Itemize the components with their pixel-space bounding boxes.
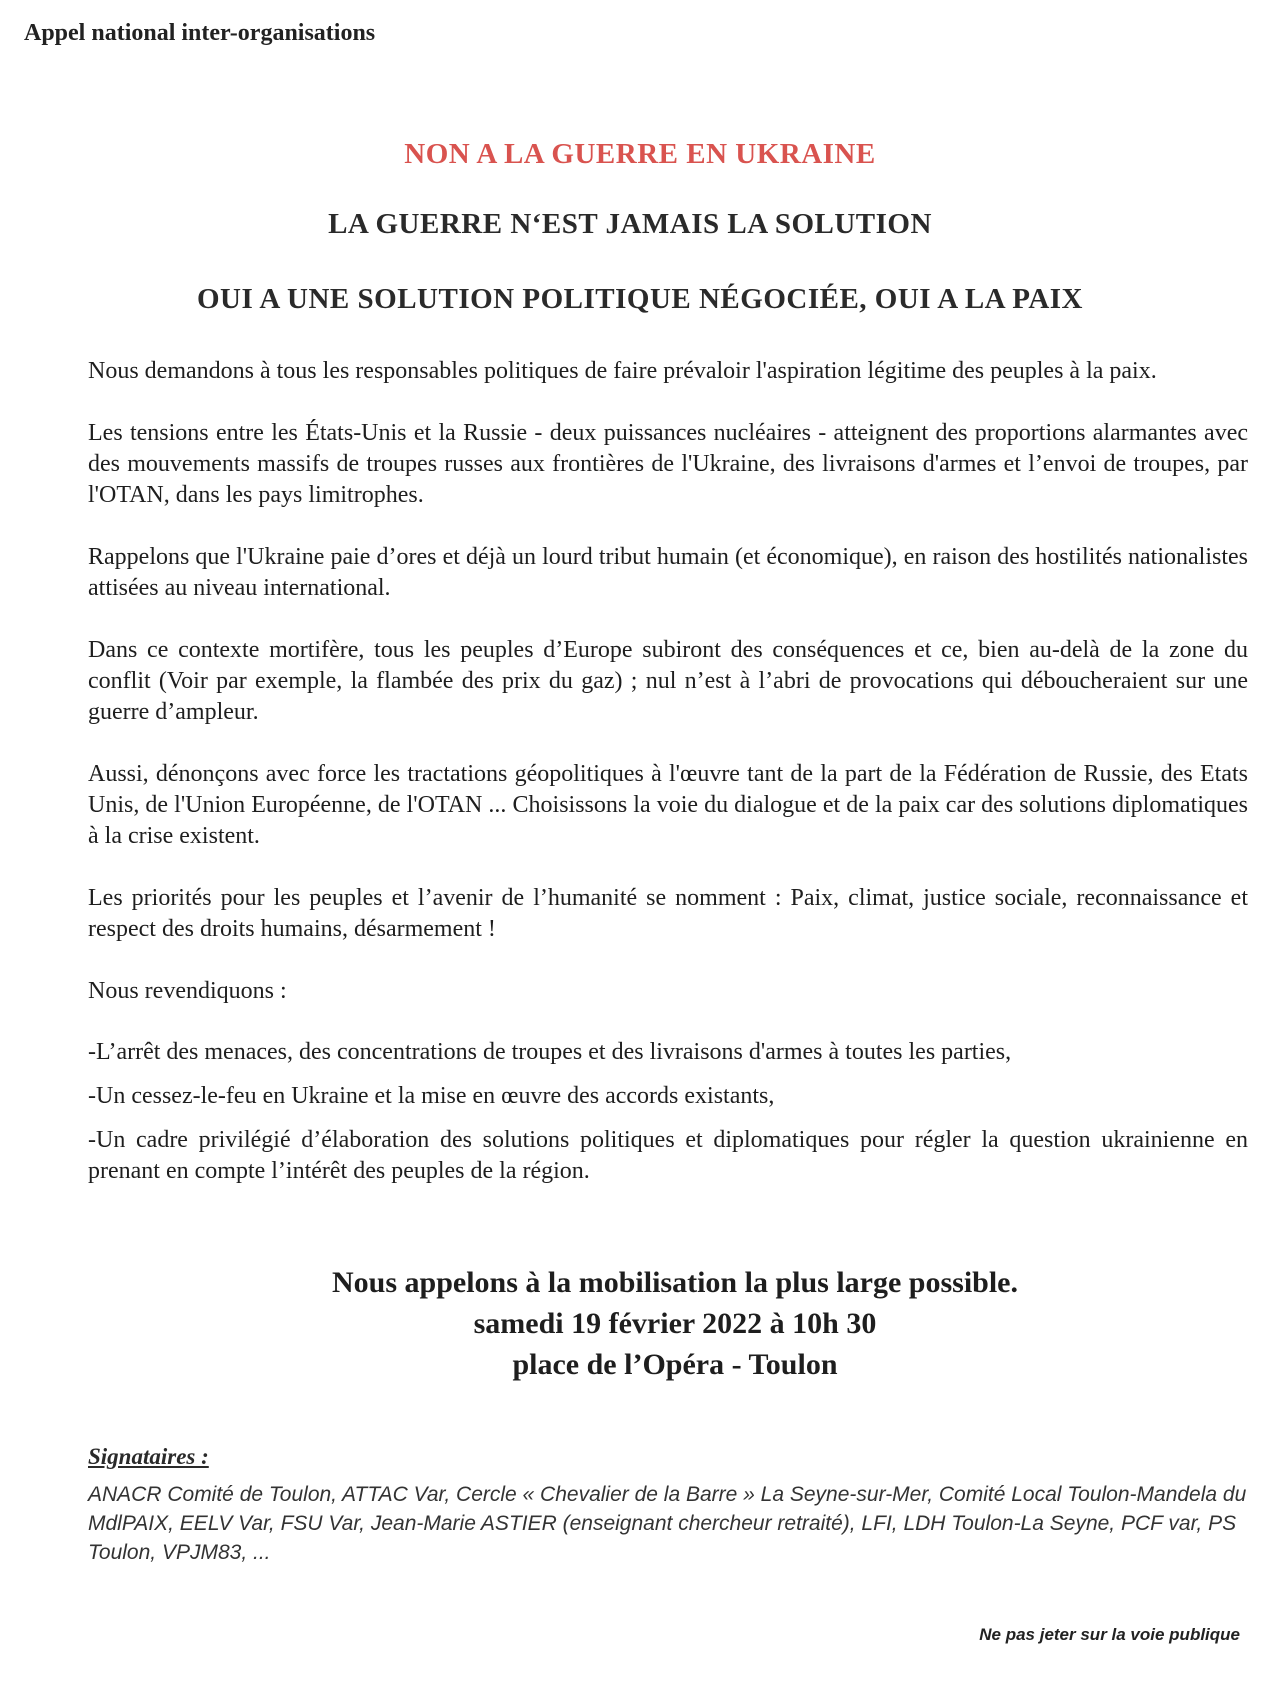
paragraph: Rappelons que l'Ukraine paie d’ores et déjà un lourd tribut humain (et économique), en raison des hostilités nationalistes attisées au niveau international. — [88, 544, 1248, 601]
body-text — [88, 356, 1248, 1200]
mobilisation-call — [0, 1262, 1280, 1385]
signatories-list: ANACR Comité de Toulon, ATTAC Var, Cercle « Chevalier de la Barre » La Seyne-sur-Mer, Comité Local Toulon-Mandela du MdlPAIX, EELV Var, FSU Var, Jean-Marie ASTIER (enseignant chercheur retraité), LFI, LDH Toulon-La Seyne, PCF var, PS Toulon, VPJM83, ... — [88, 1483, 1247, 1564]
demand-item: -L’arrêt des menaces, des concentrations de troupes et des livraisons d'armes à toutes les parties, — [88, 1039, 1012, 1065]
paragraph: Les tensions entre les États-Unis et la Russie - deux puissances nucléaires - atteignent des proportions alarmantes avec des mouvements massifs de troupes russes aux frontières de l'Ukraine, des livraisons d'armes et l’envoi de troupes, par l'OTAN, dans les pays limitrophes. — [88, 420, 1248, 508]
paragraph: Aussi, dénonçons avec force les tractations géopolitiques à l'œuvre tant de la part de la Fédération de Russie, des Etats Unis, de l'Union Européenne, de l'OTAN ... Choisissons la voie du dialogue et de la paix car des solutions diplomatiques à la crise existent. — [88, 761, 1248, 849]
demand-item: -Un cadre privilégié d’élaboration des solutions politiques et diplomatiques pour régler la question ukrainienne en prenant en compte l’intérêt des peuples de la région. — [88, 1127, 1248, 1184]
mobilisation-place: place de l’Opéra - Toulon — [512, 1348, 838, 1381]
main-title: NON A LA GUERRE EN UKRAINE — [404, 138, 876, 170]
paragraph: Nous demandons à tous les responsables politiques de faire prévaloir l'aspiration légitime des peuples à la paix. — [88, 358, 1157, 384]
mobilisation-date: samedi 19 février 2022 à 10h 30 — [473, 1307, 877, 1340]
demands-intro: Nous revendiquons : — [88, 978, 287, 1004]
subtitle-peace: OUI A UNE SOLUTION POLITIQUE NÉGOCIÉE, OUI A LA PAIX — [197, 283, 1083, 315]
paragraph: Dans ce contexte mortifère, tous les peuples d’Europe subiront des conséquences et ce, bien au-delà de la zone du conflit (Voir par exemple, la flambée des prix du gaz) ; nul n’est à l’abri de provocations qui déboucheraient sur une guerre d’ampleur. — [88, 637, 1248, 725]
signatories-label: Signataires : — [88, 1444, 209, 1469]
mobilisation-line: Nous appelons à la mobilisation la plus large possible. — [332, 1266, 1018, 1299]
paragraph: Les priorités pour les peuples et l’avenir de l’humanité se nomment : Paix, climat, justice sociale, reconnaissance et respect des droits humains, désarmement ! — [88, 885, 1248, 942]
subtitle-war: LA GUERRE N‘EST JAMAIS LA SOLUTION — [328, 208, 932, 240]
footer-note: Ne pas jeter sur la voie publique — [979, 1625, 1240, 1644]
demand-item: -Un cessez-le-feu en Ukraine et la mise en œuvre des accords existants, — [88, 1083, 775, 1109]
header-title: Appel national inter-organisations — [24, 20, 376, 46]
